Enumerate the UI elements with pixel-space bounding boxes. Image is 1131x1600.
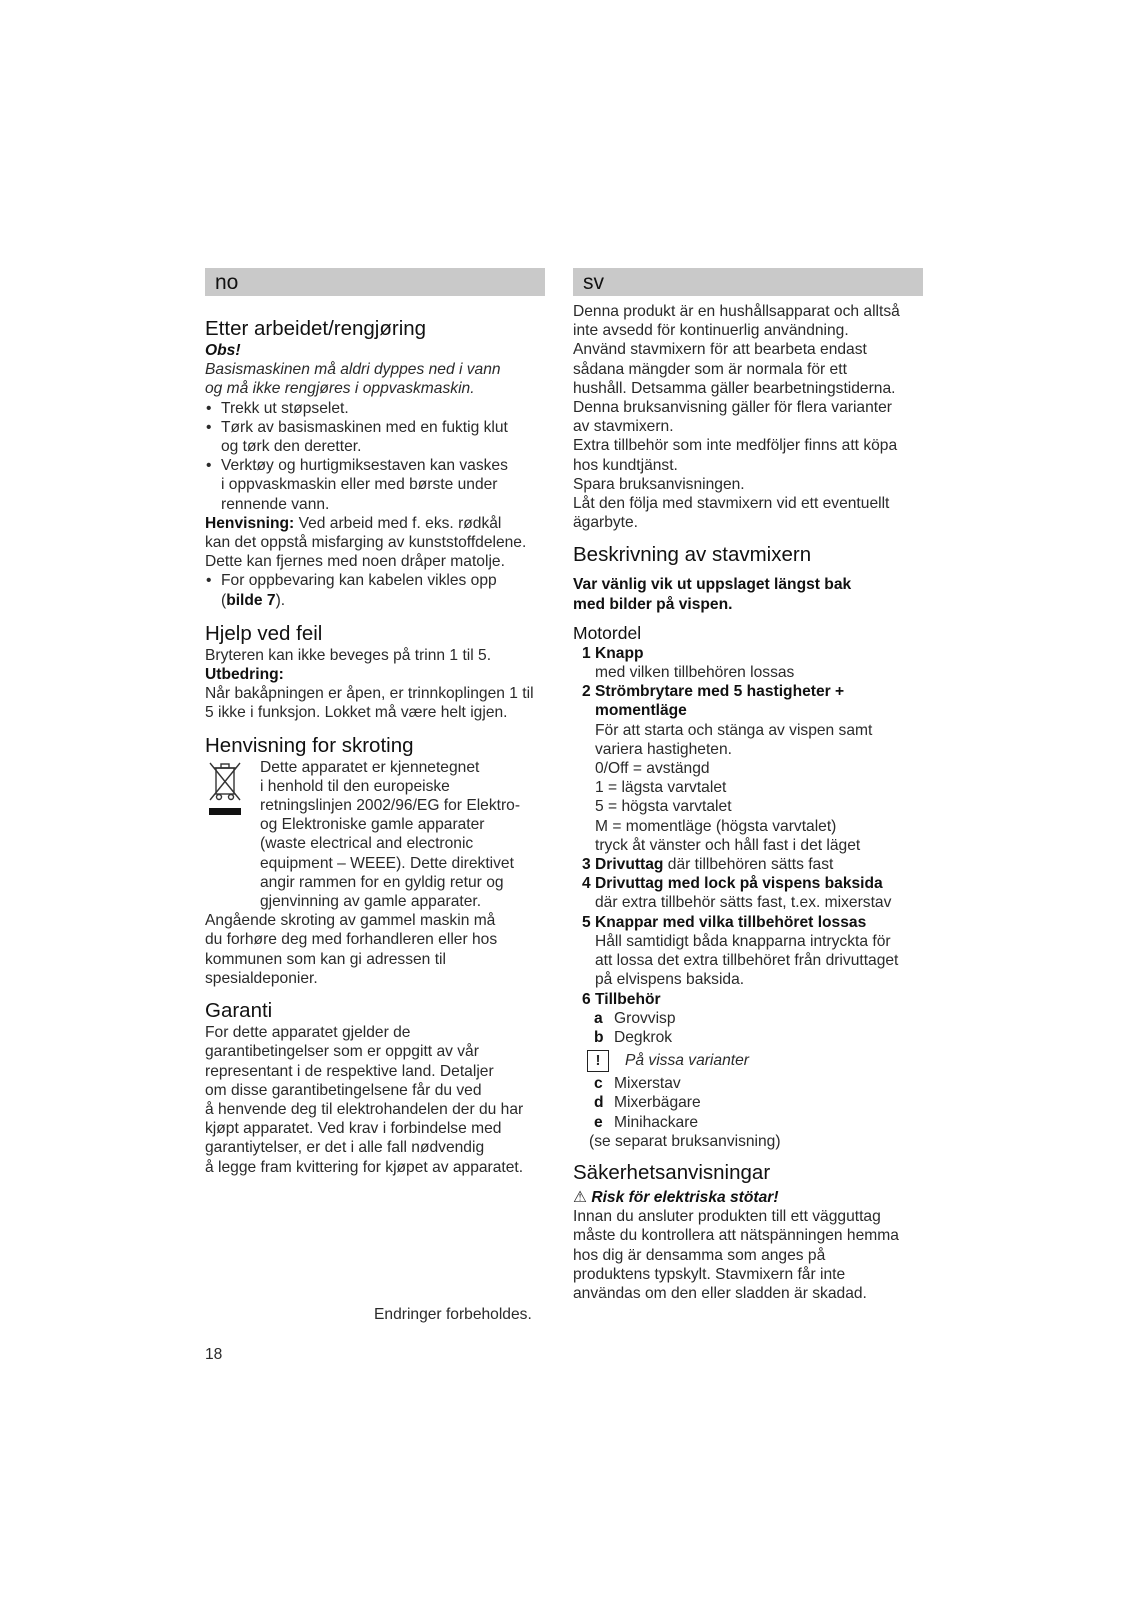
text-line: Använd stavmixern för att bearbeta endast [573,341,867,359]
text-line: av stavmixern. [573,418,674,436]
text-line: kommunen som kan gi adressen til [205,950,446,968]
language-header-sv: sv [573,268,923,296]
part-label: Knappar med vilka tillbehöret lossas [595,913,867,931]
text-line: hos kundtjänst. [573,456,678,474]
text-line: å henvende deg til elektrohandelen der du har [205,1100,524,1118]
text-line: kjøpt apparatet. Ved krav i forbindelse med [205,1120,502,1138]
remedy-label: Utbedring: [205,666,284,684]
accessory-item: a Grovvisp [594,1009,676,1027]
heading-disposal: Henvisning for skroting [205,733,414,757]
part-desc: M = momentläge (högsta varvtalet) [595,817,837,835]
part-label-cont: momentläge [595,702,687,720]
text-line: måste du kontrollera att nätspänningen hemma [573,1227,899,1245]
part-desc: variera hastigheten. [595,740,732,758]
column-sv [573,268,923,1303]
text-line: ägarbyte. [573,514,639,532]
part-label: Knapp [595,644,644,662]
part-item: 4 Drivuttag med lock på vispens baksida [582,875,883,893]
part-item: 6 Tillbehör [582,990,661,1008]
text-line: du forhøre deg med forhandleren eller hos [205,931,498,949]
foldout-instruction: Var vänlig vik ut uppslaget längst bak [573,576,852,594]
accessory-item: d Mixerbägare [594,1094,701,1112]
text-line: Extra tillbehör som inte medföljer finns att köpa [573,437,898,455]
exclamation-icon: ! [587,1050,609,1072]
part-desc: på elvispens baksida. [595,971,745,989]
shock-warning [573,1188,923,1207]
note-label: Henvisning: [205,514,295,532]
text-line: Spara bruksanvisningen. [573,475,745,493]
part-item: 1 Knapp [582,644,644,662]
weee-line: og Elektroniske gamle apparater [260,816,485,834]
part-desc: att lossa det extra tillbehöret från drivuttaget [595,952,899,970]
list-item: • Trekk ut støpselet. [205,399,545,418]
text-line: sådana mängder som är normala för ett [573,360,847,378]
section-disposal [205,734,545,988]
text-line: Innan du ansluter produkten till ett vägguttag [573,1208,881,1226]
part-desc: med vilken tillbehören lossas [595,664,795,682]
weee-line: (waste electrical and electronic [260,835,474,853]
text-line: hushåll. Detsamma gäller bearbetningstiderna. [573,379,896,397]
text-line: hos dig är densamma som anges på [573,1246,826,1264]
text-line: 5 ikke i funksjon. Lokket må være helt igjen. [205,704,508,722]
accessory-item: c Mixerstav [594,1075,681,1093]
text-line: om disse garantibetingelsene får du ved [205,1081,482,1099]
part-desc: 0/Off = avstängd [595,760,710,778]
part-label: Drivuttag med lock på vispens baksida [595,875,883,893]
text-line: Låt den följa med stavmixern vid ett eventuellt [573,495,890,513]
weee-line: gjenvinning av gamle apparater. [260,893,482,911]
heading-warranty: Garanti [205,999,273,1023]
accessory-item: e Minihackare [594,1113,699,1131]
section-warranty [205,999,545,1177]
text-line: Denna produkt är en hushållsapparat och alltså [573,303,900,320]
section-after-work [205,317,545,610]
accessory-item: b Degkrok [594,1028,673,1046]
section-troubleshooting [205,622,545,723]
note-line: Dette kan fjernes med noen dråper matolje. [205,553,505,571]
text-line: For dette apparatet gjelder de [205,1024,411,1042]
heading-description: Beskrivning av stavmixern [573,543,812,567]
figure-ref: bilde 7 [226,591,276,609]
list-item: • For oppbevaring kan kabelen vikles opp (bilde 7). [205,571,545,609]
shock-warning-text: Risk för elektriska stötar! [591,1188,779,1206]
page-number: 18 [205,1346,223,1363]
text-line: spesialdeponier. [205,969,318,987]
list-item: • Tørk av basismaskinen med en fuktig klut og tørk den deretter. [205,418,545,456]
text-line: Angående skroting av gammel maskin må [205,912,496,930]
warning-triangle-icon: ⚠ [573,1188,587,1206]
weee-line: i henhold til den europeiske [260,777,450,795]
weee-bin-icon [207,760,243,818]
text-line: representant i de respektive land. Detaljer [205,1062,494,1080]
part-item: 2 Strömbrytare med 5 hastigheter + [582,683,845,701]
weee-line: angir rammen for en gyldig retur og [260,873,504,891]
text-line: Bryteren kan ikke beveges på trinn 1 til 5. [205,646,492,664]
column-no [205,268,545,1177]
part-label: Drivuttag [595,856,664,874]
changes-reserved-note: Endringer forbeholdes. [374,1306,532,1323]
foldout-instruction: med bilder på vispen. [573,595,733,613]
part-desc: tryck åt vänster och håll fast i det läget [595,836,861,854]
separate-manual-note: (se separat bruksanvisning) [589,1132,781,1150]
storage-steps [205,571,545,609]
weee-line: retningslinjen 2002/96/EG for Elektro- [260,797,521,815]
cleaning-steps [205,399,545,514]
text-line: produktens typskylt. Stavmixern får inte [573,1265,846,1283]
part-item: 3 Drivuttag där tillbehören sätts fast [582,856,834,874]
subheading-motordel: Motordel [573,622,642,643]
text-line: inte avsedd för kontinuerlig användning. [573,322,849,340]
text-line: Denna bruksanvisning gäller för flera varianter [573,399,892,417]
note-line: kan det oppstå misfarging av kunststoffdelene. [205,534,527,552]
text-line: garantibetingelser som er oppgitt av vår [205,1043,479,1061]
section-description [573,543,923,1150]
weee-line: equipment – WEEE). Dette direktivet [260,854,514,872]
variant-note [573,1047,923,1074]
section-intro [573,302,923,532]
list-item: • Verktøy og hurtigmiksestaven kan vaskes i oppvaskmaskin eller med børste under rennende vann. [205,456,545,514]
variant-text: På vissa varianter [625,1052,749,1070]
language-header-no: no [205,268,545,296]
part-desc: För att starta och stänga av vispen samt [595,721,873,739]
text-line: användas om den eller sladden är skadad. [573,1284,867,1302]
warning-line: Basismaskinen må aldri dyppes ned i vann [205,361,501,379]
part-desc: 1 = lägsta varvtalet [595,779,727,797]
heading-troubleshooting: Hjelp ved feil [205,621,323,645]
section-safety [573,1161,923,1303]
part-label: Strömbrytare med 5 hastigheter + [595,683,845,701]
part-item: 5 Knappar med vilka tillbehöret lossas [582,913,867,931]
part-label: Tillbehör [595,990,661,1008]
weee-block [205,758,545,912]
text-line: garantiytelser, er det i alle fall nødvendig [205,1139,485,1157]
note-paragraph: Henvisning: Ved arbeid med f. eks. rødkål [205,514,502,532]
text-line: å legge fram kvittering for kjøpet av apparatet. [205,1158,524,1176]
weee-line: Dette apparatet er kjennetegnet [260,758,480,776]
heading-after-work: Etter arbeidet/rengjøring [205,317,427,340]
text-line: Når bakåpningen er åpen, er trinnkoplingen 1 til [205,685,534,703]
part-desc: Håll samtidigt båda knapparna intryckta för [595,932,891,950]
warning-line: og må ikke rengjøres i oppvaskmaskin. [205,380,475,398]
part-desc: 5 = högsta varvtalet [595,798,732,816]
obs-label: Obs! [205,342,241,359]
heading-safety: Säkerhetsanvisningar [573,1160,771,1184]
part-desc: där extra tillbehör sätts fast, t.ex. mixerstav [595,894,892,912]
